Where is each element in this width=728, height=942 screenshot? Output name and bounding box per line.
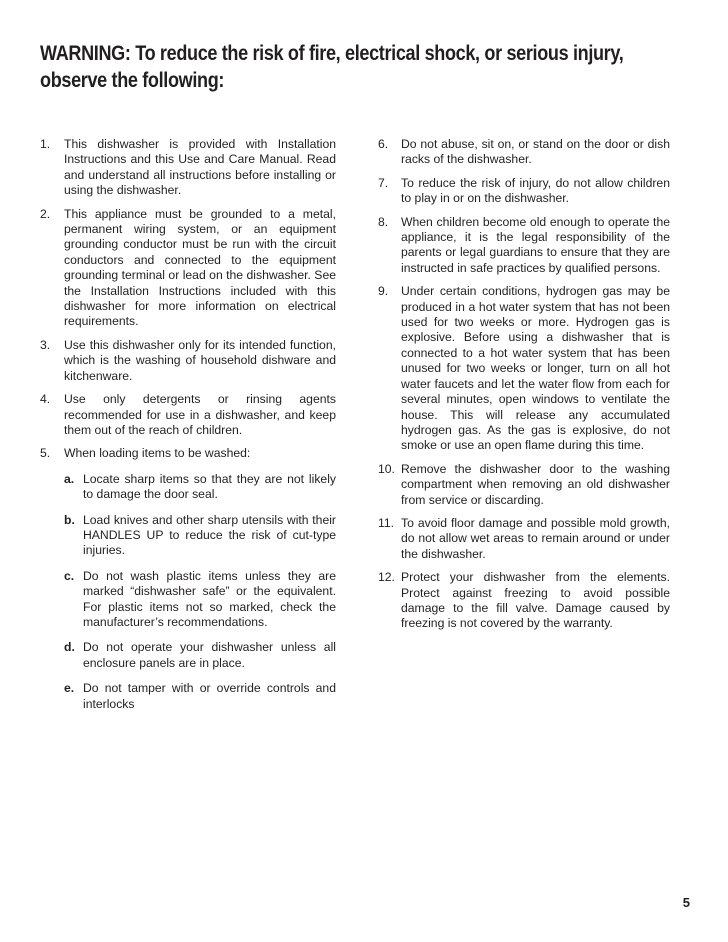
sub-item-letter: a. xyxy=(64,471,75,486)
item-text: Remove the dishwasher door to the washing compartment when removing an old dishwasher from service or discarding. xyxy=(401,461,670,507)
item-number: 2. xyxy=(40,206,51,221)
list-item xyxy=(378,137,670,168)
sub-list-item xyxy=(40,569,336,631)
list-item xyxy=(378,462,670,508)
item-number: 11. xyxy=(378,515,395,530)
right-column xyxy=(378,137,670,640)
item-number: 12. xyxy=(378,570,395,585)
item-text: Do not abuse, sit on, or stand on the door or dish racks of the dishwasher. xyxy=(401,137,670,167)
sub-list-item xyxy=(40,513,336,559)
sub-item-text: Load knives and other sharp utensils with their HANDLES UP to reduce the risk of cut-type injuries. xyxy=(83,512,336,558)
item-text: Use this dishwasher only for its intended function, which is the washing of household dishware and kitchenware. xyxy=(64,337,336,383)
item-number: 4. xyxy=(40,392,51,407)
item-text: Under certain conditions, hydrogen gas may be produced in a hot water system that has not been used for two weeks or more. Hydrogen gas is explosive. Before using a dishwasher that is connected to a hot water system that has been unused for two weeks or longer, turn on all hot water faucets and let the water flow from each for several minutes, open windows to ventilate the house. This will release any accumulated hydrogen gas. As the gas is explosive, do not smoke or use an open flame during this time. xyxy=(401,284,670,453)
item-number: 3. xyxy=(40,337,51,352)
item-number: 8. xyxy=(378,214,389,229)
page-number: 5 xyxy=(682,895,690,910)
sub-list-item xyxy=(40,640,336,671)
sub-item-text: Do not operate your dishwasher unless all enclosure panels are in place. xyxy=(83,640,336,670)
list-item xyxy=(378,284,670,453)
item-text: To reduce the risk of injury, do not allow children to play in or on the dishwasher. xyxy=(401,175,670,206)
sub-item-text: Do not tamper with or override controls and interlocks xyxy=(83,681,336,711)
sub-item-letter: b. xyxy=(64,512,75,527)
list-item xyxy=(40,446,336,461)
sub-item-letter: e. xyxy=(64,681,75,696)
list-item xyxy=(378,176,670,207)
item-number: 1. xyxy=(40,137,51,151)
item-number: 10. xyxy=(378,461,395,476)
list-item xyxy=(40,338,336,384)
sub-list-item xyxy=(40,472,336,503)
left-column xyxy=(40,137,336,720)
list-item xyxy=(378,516,670,562)
item-number: 7. xyxy=(378,175,389,190)
sub-item-text: Do not wash plastic items unless they are marked “dishwasher safe” or the equivalent. For plastic items not so marked, check the manufacturer’s recommendations. xyxy=(83,568,336,629)
item-text: Protect your dishwasher from the elements. Protect against freezing to avoid possible damage to the fill valve. Damage caused by freezing is not covered by the warranty. xyxy=(401,570,670,631)
sub-list-item xyxy=(40,681,336,712)
list-item xyxy=(378,570,670,632)
sub-item-letter: c. xyxy=(64,568,75,583)
item-number: 9. xyxy=(378,284,389,299)
item-text: This appliance must be grounded to a metal, permanent wiring system, or an equipment grounding conductor must be run with the circuit conductors and connected to the equipment grounding terminal or lead on the dishwasher. See the Installation Instructions included with this dishwasher for more information on electrical requirements. xyxy=(64,206,336,329)
item-text: This dishwasher is provided with Installation Instructions and this Use and Care Manual. Read and understand all instructions before installing or using the dishwasher. xyxy=(64,137,336,198)
list-item xyxy=(40,207,336,330)
item-number: 5. xyxy=(40,446,51,461)
item-text: Use only detergents or rinsing agents recommended for use in a dishwasher, and keep them out of the reach of children. xyxy=(64,392,336,437)
sub-item-text: Locate sharp items so that they are not likely to damage the door seal. xyxy=(83,471,336,502)
list-item xyxy=(378,215,670,277)
item-text: When children become old enough to operate the appliance, it is the legal responsibility of the parents or legal guardians to ensure that they are instructed in safe practices by qualified persons. xyxy=(401,214,670,275)
sub-item-letter: d. xyxy=(64,640,75,655)
warning-heading: WARNING: To reduce the risk of fire, electrical shock, or serious injury, observe the following: xyxy=(40,42,624,92)
list-item xyxy=(40,392,336,438)
item-number: 6. xyxy=(378,137,389,151)
list-item xyxy=(40,137,336,199)
item-text: When loading items to be washed: xyxy=(64,446,251,461)
item-text: To avoid floor damage and possible mold growth, do not allow wet areas to remain around or under the dishwasher. xyxy=(401,515,670,561)
